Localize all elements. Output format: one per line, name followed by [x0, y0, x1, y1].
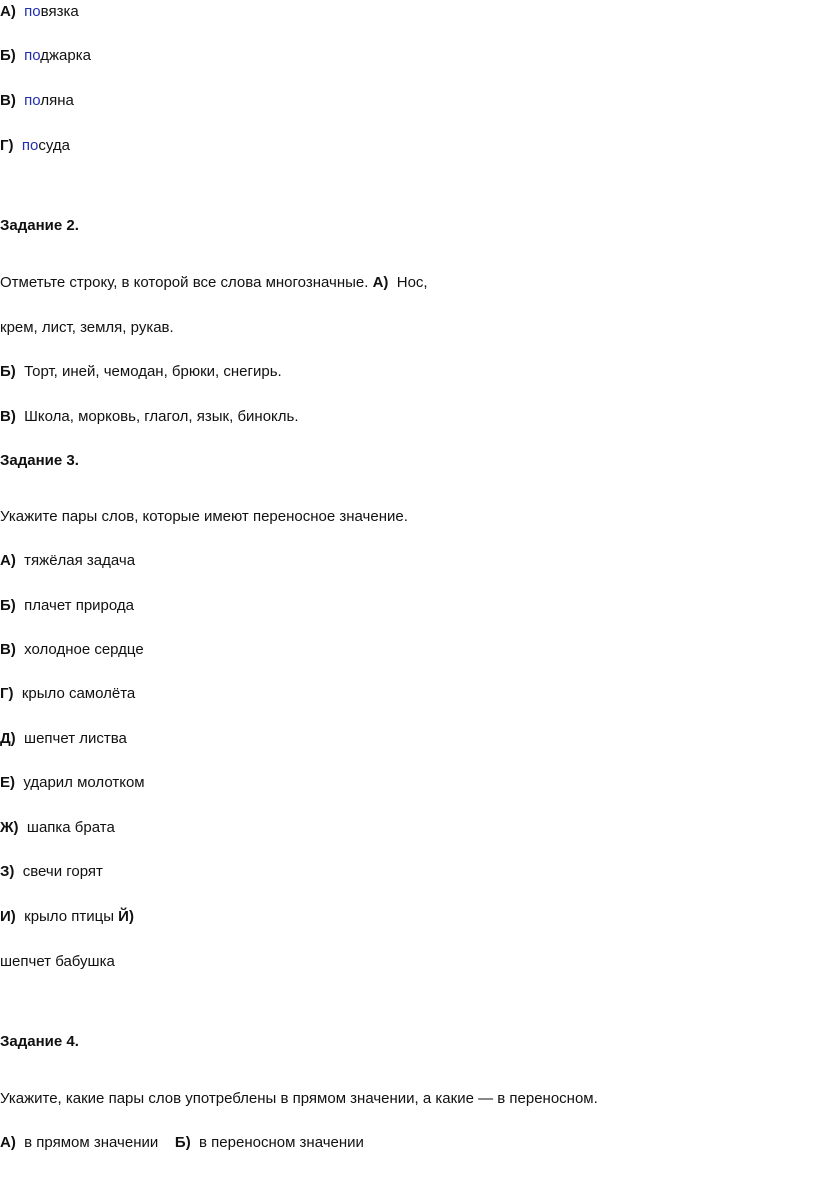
option-text: крыло птицы: [24, 908, 114, 925]
task3-question: Укажите пары слов, которые имеют переносное значение.: [0, 508, 408, 525]
task4-columns: [0, 1133, 364, 1153]
word-prefix: по: [21, 137, 39, 154]
option-letter: А): [0, 1134, 16, 1151]
task2-question: Отметьте строку, в которой все слова многозначные.: [0, 274, 369, 291]
task3-option-a: [0, 551, 135, 571]
task1-option-b: [0, 46, 91, 66]
option-letter: Ж): [0, 819, 19, 836]
option-text: свечи горят: [22, 863, 103, 880]
word-prefix: по: [24, 47, 41, 64]
option-letter: Г): [0, 137, 14, 154]
option-text: плачет природа: [24, 597, 135, 614]
option-text: Школа, морковь, глагол, язык, бинокль.: [24, 408, 299, 425]
option-letter: Й): [118, 908, 134, 925]
option-letter: В): [0, 92, 16, 109]
task3-option-y-continued: шепчет бабушка: [0, 953, 115, 970]
option-letter: И): [0, 908, 16, 925]
option-letter: Б): [0, 597, 16, 614]
task4-heading: Задание 4.: [0, 1033, 79, 1050]
task1-option-v: [0, 91, 74, 111]
option-text: Торт, иней, чемодан, брюки, снегирь.: [24, 363, 282, 380]
option-text: шепчет листва: [24, 730, 127, 747]
task2-question-line: [0, 273, 428, 293]
option-text: ударил молотком: [23, 774, 145, 791]
task3-option-d: [0, 729, 127, 749]
word-rest: ляна: [40, 92, 74, 109]
task2-option-b: [0, 362, 282, 382]
task3-option-e: [0, 773, 145, 793]
word-rest: джарка: [40, 47, 91, 64]
option-letter: Б): [0, 363, 16, 380]
word-prefix: по: [24, 3, 41, 20]
option-text: в переносном значении: [199, 1134, 364, 1151]
task2-heading: Задание 2.: [0, 217, 79, 234]
option-letter: Е): [0, 774, 15, 791]
option-text: Нос,: [396, 274, 428, 291]
option-letter: А): [372, 274, 389, 291]
task4-question: Укажите, какие пары слов употреблены в прямом значении, а какие — в переносном.: [0, 1090, 598, 1107]
task3-option-b: [0, 596, 134, 616]
word-prefix: по: [24, 92, 41, 109]
option-text: в прямом значении: [24, 1134, 159, 1151]
task2-option-v: [0, 407, 299, 427]
option-letter: Г): [0, 685, 14, 702]
option-text: крыло самолёта: [21, 685, 136, 702]
task1-option-a: [0, 2, 79, 22]
task3-option-v: [0, 640, 144, 660]
option-letter: В): [0, 641, 16, 658]
option-letter: З): [0, 863, 15, 880]
option-letter: В): [0, 408, 16, 425]
task3-option-zh: [0, 818, 115, 838]
option-letter: А): [0, 552, 16, 569]
option-letter: Б): [0, 47, 16, 64]
option-text: шапка брата: [26, 819, 115, 836]
task3-heading: Задание 3.: [0, 452, 79, 469]
option-text: холодное сердце: [24, 641, 144, 658]
word-rest: вязка: [40, 3, 79, 20]
task2-option-a-continued: крем, лист, земля, рукав.: [0, 319, 174, 336]
option-letter: Б): [174, 1134, 191, 1151]
option-letter: Д): [0, 730, 16, 747]
task3-option-g: [0, 684, 135, 704]
task1-option-g: [0, 136, 70, 156]
option-text: тяжёлая задача: [24, 552, 136, 569]
task3-option-z: [0, 862, 103, 882]
option-letter: А): [0, 3, 16, 20]
word-rest: суда: [38, 137, 70, 154]
task3-option-i: [0, 907, 134, 927]
